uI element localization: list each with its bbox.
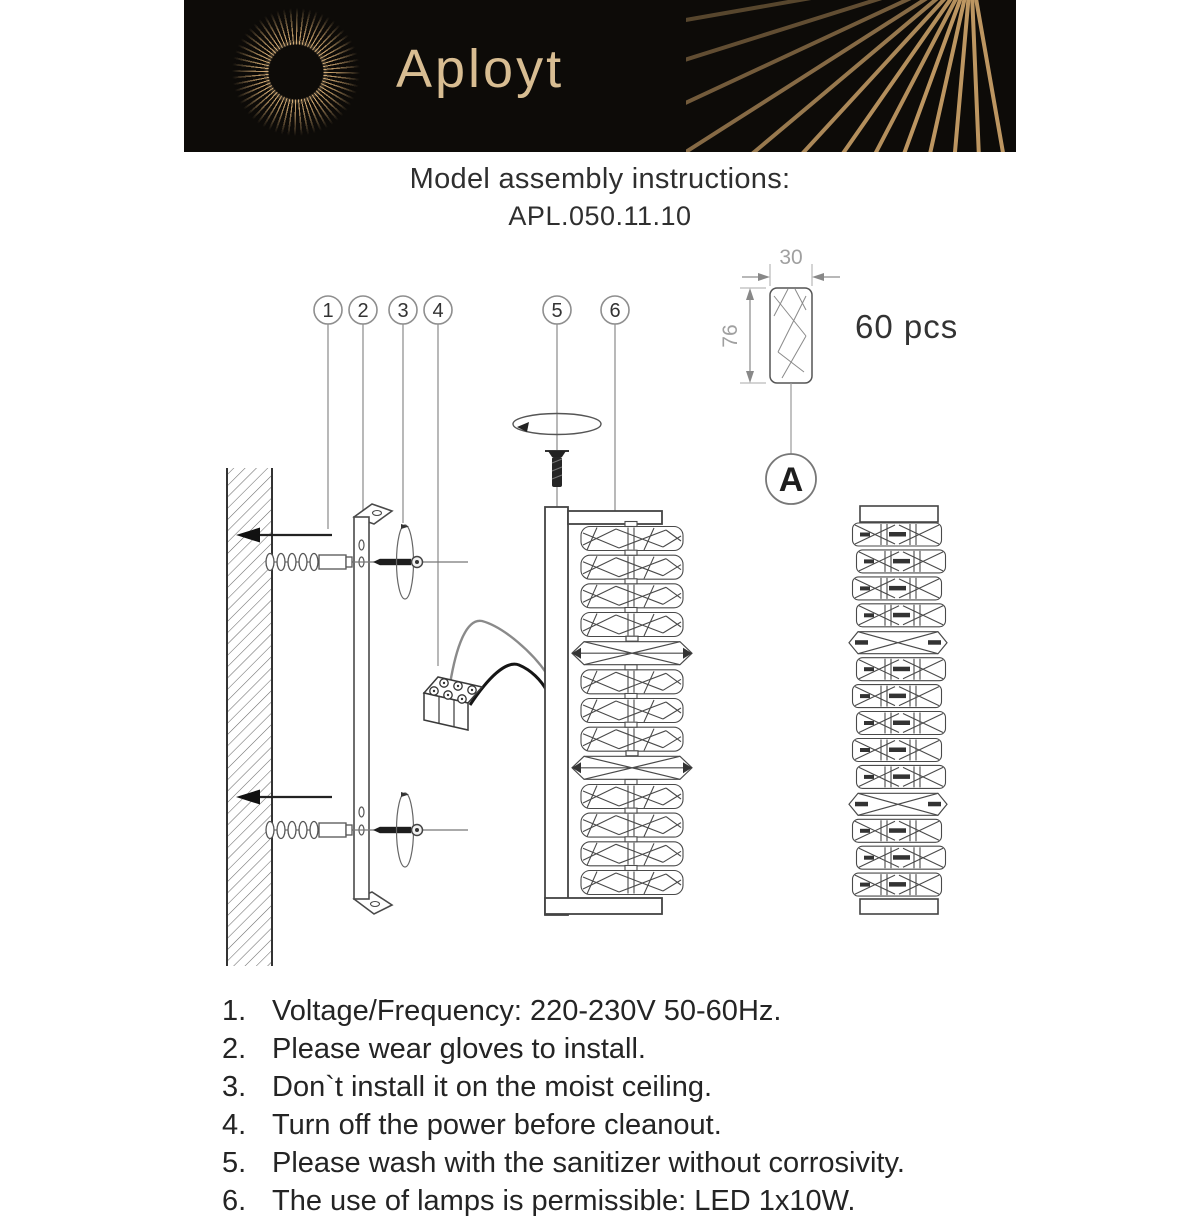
- svg-text:2: 2: [357, 300, 369, 322]
- callout-3: [389, 296, 417, 324]
- callout-4: [424, 296, 452, 324]
- instruction-item: [222, 992, 1022, 1030]
- detail-label: A: [778, 461, 804, 499]
- model-number: APL.050.11.10: [508, 201, 692, 231]
- callout-5: [543, 296, 571, 324]
- instruction-number: 3.: [222, 1071, 247, 1103]
- instruction-text: Please wash with the sanitizer without corrosivity.: [272, 1147, 905, 1179]
- instruction-number: 4.: [222, 1109, 247, 1141]
- svg-text:3: 3: [397, 300, 409, 322]
- instruction-number: 6.: [222, 1185, 247, 1217]
- page-title: Model assembly instructions:: [409, 163, 791, 195]
- callout-1: [314, 296, 342, 324]
- instruction-item: [222, 1106, 1022, 1144]
- instruction-item: [222, 1144, 1022, 1182]
- dimension-height: 76: [719, 324, 742, 348]
- svg-text:4: 4: [432, 300, 444, 322]
- instruction-number: 2.: [222, 1033, 247, 1065]
- instruction-text: Please wear gloves to install.: [272, 1033, 646, 1065]
- wall-section: [227, 468, 272, 966]
- instruction-item: [222, 1030, 1022, 1068]
- instruction-text: Don`t install it on the moist ceiling.: [272, 1071, 713, 1103]
- instruction-item: [222, 1182, 1022, 1220]
- instruction-list: [222, 992, 1022, 1220]
- callout-balloons: [314, 296, 629, 324]
- instruction-item: [222, 1068, 1022, 1106]
- svg-text:5: 5: [551, 300, 563, 322]
- lamp-front-view: [545, 507, 692, 915]
- instruction-text: Voltage/Frequency: 220-230V 50-60Hz.: [272, 995, 782, 1027]
- terminal-block: [424, 621, 547, 730]
- brand-name: Aployt: [396, 39, 565, 99]
- instruction-text: Turn off the power before cleanout.: [272, 1109, 722, 1141]
- svg-text:1: 1: [322, 300, 334, 322]
- svg-text:6: 6: [609, 300, 621, 322]
- instruction-number: 1.: [222, 995, 247, 1027]
- callout-6: [601, 296, 629, 324]
- lamp-side-view: [849, 506, 947, 914]
- quantity-label: 60 pcs: [855, 308, 959, 345]
- instruction-number: 5.: [222, 1147, 247, 1179]
- callout-2: [349, 296, 377, 324]
- dimension-width: 30: [779, 246, 803, 269]
- instruction-text: The use of lamps is permissible: LED 1x10W.: [272, 1185, 856, 1217]
- wire-black: [470, 664, 547, 705]
- callout-leader-lines: [328, 324, 615, 666]
- mounting-bracket: [354, 504, 392, 914]
- detail-a: [719, 246, 958, 504]
